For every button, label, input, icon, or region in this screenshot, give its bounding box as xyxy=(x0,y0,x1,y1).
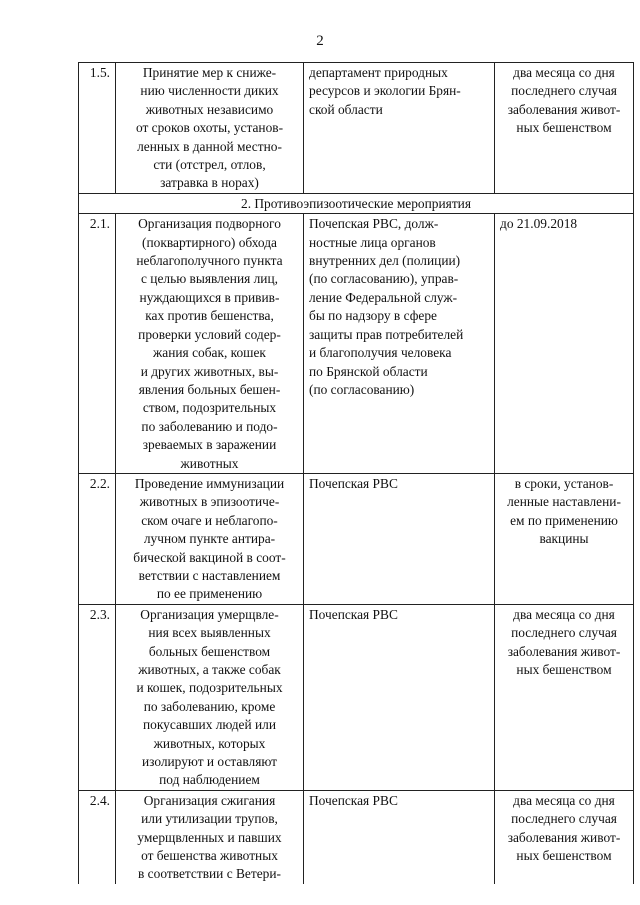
row-number: 2.3. xyxy=(79,604,116,790)
deadline-cell: два месяца со дня последнего случая заболевания живот- ных бешенством xyxy=(495,63,634,194)
measure-cell: Проведение иммунизации животных в эпизоотиче- ском очаге и неблагопо- лучном пункте антира- бической вакциной в соот- ветствии с наставлением по ее применению xyxy=(116,473,304,604)
table-row xyxy=(79,604,634,790)
row-number: 2.1. xyxy=(79,214,116,474)
deadline-cell: в сроки, установ- ленные наставлени- ем по применению вакцины xyxy=(495,473,634,604)
table-row xyxy=(79,790,634,884)
section-header-row xyxy=(79,193,634,213)
measure-cell: Организация сжигания или утилизации трупов, умерщвленных и павших от бешенства животных в соответствии с Ветери- xyxy=(116,790,304,884)
row-number: 2.2. xyxy=(79,473,116,604)
responsible-cell: Почепская РВС xyxy=(304,473,495,604)
table-row xyxy=(79,63,634,194)
measure-cell: Организация умерщвле- ния всех выявленных больных бешенством животных, а также собак и кошек, подозрительных по заболеванию, кроме покусавших людей или животных, которых изолируют и оставляют под наблюдением xyxy=(116,604,304,790)
section-title: 2. Противоэпизоотические мероприятия xyxy=(79,193,634,213)
table-row xyxy=(79,214,634,474)
responsible-cell: Почепская РВС xyxy=(304,604,495,790)
measure-cell: Принятие мер к сниже- нию численности диких животных независимо от сроков охоты, установ- ленных в данной местно- сти (отстрел, отлов, затравка в норах) xyxy=(116,63,304,194)
responsible-cell: Почепская РВС xyxy=(304,790,495,884)
measure-cell: Организация подворного (поквартирного) обхода неблагополучного пункта с целью выявления лиц, нуждающихся в привив- ках против бешенства, проверки условий содер- жания собак, кошек и других животных, вы- явления больных бешен- ством, подозрительных по заболеванию и подо- зреваемых в заражении животных xyxy=(116,214,304,474)
page-number: 2 xyxy=(316,33,324,49)
responsible-cell: департамент природных ресурсов и экологии Брян- ской области xyxy=(304,63,495,194)
row-number: 2.4. xyxy=(79,790,116,884)
deadline-cell: два месяца со дня последнего случая заболевания живот- ных бешенством xyxy=(495,790,634,884)
responsible-cell: Почепская РВС, долж- ностные лица органов внутренних дел (полиции) (по согласованию), управ- ление Федеральной служ- бы по надзору в сфере защиты прав потребителей и благополучия человека по Брянской области (по согласованию) xyxy=(304,214,495,474)
deadline-cell: до 21.09.2018 xyxy=(495,214,634,474)
measures-table xyxy=(78,62,634,884)
table-row xyxy=(79,473,634,604)
row-number: 1.5. xyxy=(79,63,116,194)
deadline-cell: два месяца со дня последнего случая заболевания живот- ных бешенством xyxy=(495,604,634,790)
